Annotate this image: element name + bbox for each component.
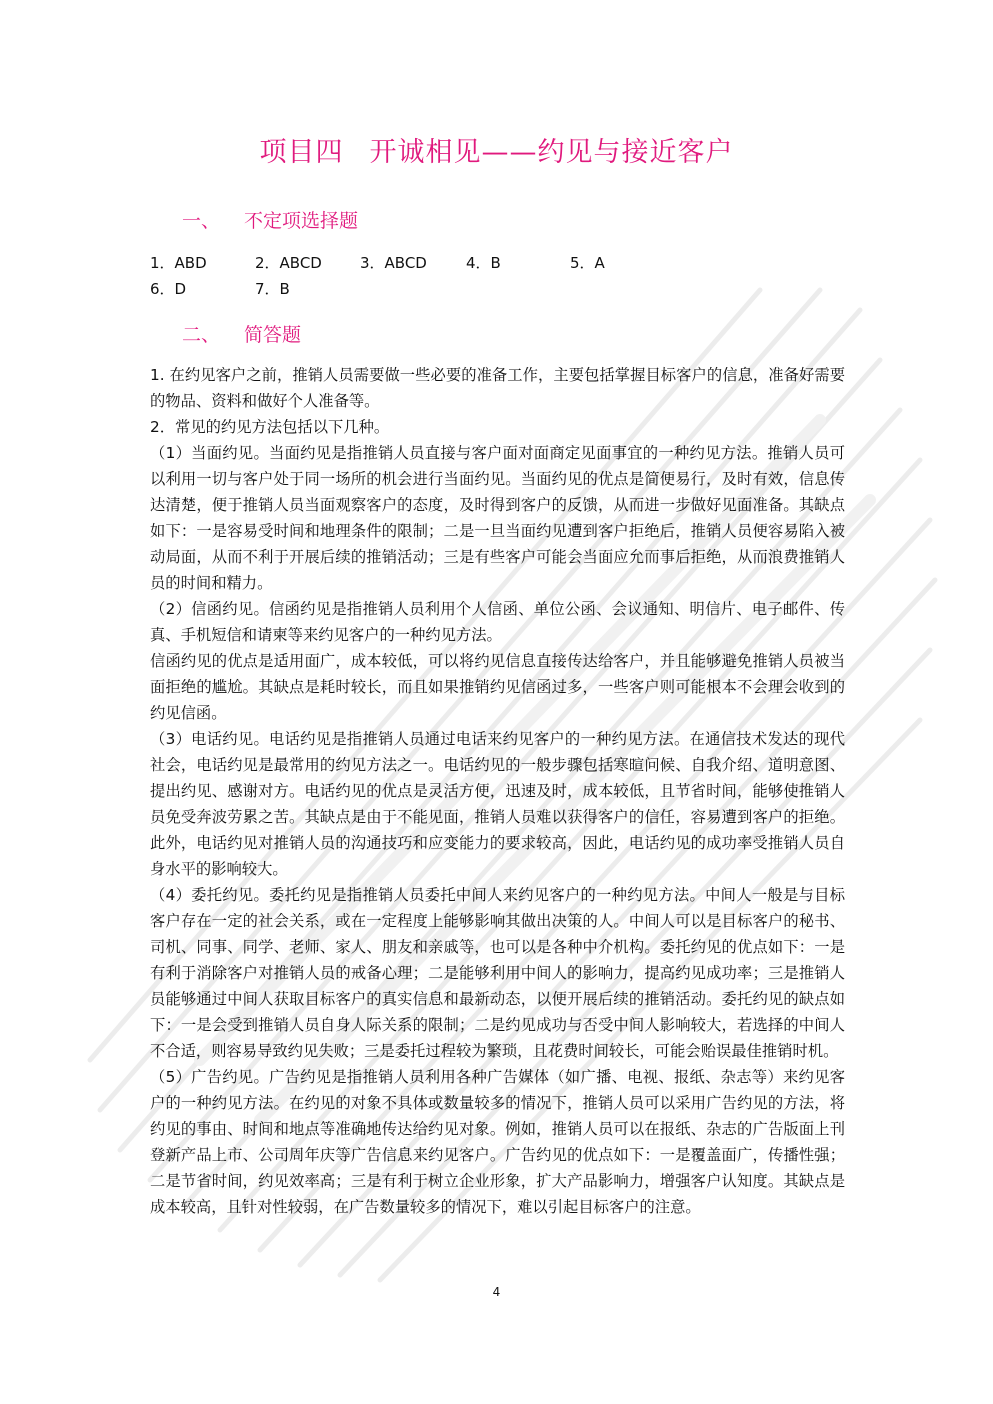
answer-item: 1．ABD <box>150 254 207 272</box>
paragraph: （2）信函约见。信函约见是指推销人员利用个人信函、单位公函、会议通知、明信片、电子邮件、传真、手机短信和请柬等来约见客户的一种约见方法。 <box>150 600 845 644</box>
page-title <box>0 130 993 169</box>
answer-item: 2．ABCD <box>255 254 322 272</box>
paragraph: 2．常见的约见方法包括以下几种。 <box>150 418 390 436</box>
title-part-2: 开诚相见——约见与接近客户 <box>369 137 734 168</box>
paragraph: （5）广告约见。广告约见是指推销人员利用各种广告媒体（如广播、电视、报纸、杂志等）来约见客户的一种约见方法。在约见的对象不具体或数量较多的情况下，推销人员可以采用广告约见的方法，将约见的事由、时间和地点等准确地传达给约见对象。例如，推销人员可以在报纸、杂志的广告版面上刊登新产品上市、公司周年庆等广告信息来约见客户。广告约见的优点如下：一是覆盖面广，传播性强；二是节省时间，约见效率高；三是有利于树立企业形象，扩大产品影响力，增强客户认知度。其缺点是成本较高，且针对性较弱，在广告数量较多的情况下，难以引起目标客户的注意。 <box>150 1068 845 1216</box>
paragraph: 信函约见的优点是适用面广，成本较低，可以将约见信息直接传达给客户，并且能够避免推销人员被当面拒绝的尴尬。其缺点是耗时较长，而且如果推销约见信函过多，一些客户则可能根本不会理会收到的约见信函。 <box>150 652 845 722</box>
body-text <box>150 362 845 1220</box>
answer-item: 6．D <box>150 280 187 298</box>
section-label: 简答题 <box>244 324 302 346</box>
page-number: 4 <box>492 1285 501 1299</box>
section-heading-choice <box>182 206 358 233</box>
answer-item: 4．B <box>466 254 501 272</box>
answer-item: 7．B <box>255 280 290 298</box>
answer-item: 3．ABCD <box>360 254 427 272</box>
title-part-1: 项目四 <box>259 137 344 168</box>
section-number: 二、 <box>182 324 221 346</box>
section-label: 不定项选择题 <box>244 210 359 232</box>
paragraph: 1. 在约见客户之前，推销人员需要做一些必要的准备工作，主要包括掌握目标客户的信息，准备好需要的物品、资料和做好个人准备等。 <box>150 366 845 410</box>
answer-item: 5．A <box>570 254 605 272</box>
paragraph: （1）当面约见。当面约见是指推销人员直接与客户面对面商定见面事宜的一种约见方法。推销人员可以利用一切与客户处于同一场所的机会进行当面约见。当面约见的优点是简便易行，及时有效，信息传达清楚，便于推销人员当面观察客户的态度，及时得到客户的反馈，从而进一步做好见面准备。其缺点如下：一是容易受时间和地理条件的限制；二是一旦当面约见遭到客户拒绝后，推销人员便容易陷入被动局面，从而不利于开展后续的推销活动；三是有些客户可能会当面应允而事后拒绝，从而浪费推销人员的时间和精力。 <box>150 444 845 592</box>
paragraph: （3）电话约见。电话约见是指推销人员通过电话来约见客户的一种约见方法。在通信技术发达的现代社会，电话约见是最常用的约见方法之一。电话约见的一般步骤包括寒暄问候、自我介绍、道明意图、提出约见、感谢对方。电话约见的优点是灵活方便，迅速及时，成本较低，且节省时间，能够使推销人员免受奔波劳累之苦。其缺点是由于不能见面，推销人员难以获得客户的信任，容易遭到客户的拒绝。此外，电话约见对推销人员的沟通技巧和应变能力的要求较高，因此，电话约见的成功率受推销人员自身水平的影响较大。 <box>150 730 845 878</box>
section-heading-short-answer <box>182 320 301 347</box>
paragraph: （4）委托约见。委托约见是指推销人员委托中间人来约见客户的一种约见方法。中间人一般是与目标客户存在一定的社会关系，或在一定程度上能够影响其做出决策的人。中间人可以是目标客户的秘书、司机、同事、同学、老师、家人、朋友和亲戚等，也可以是各种中介机构。委托约见的优点如下：一是有利于消除客户对推销人员的戒备心理；二是能够利用中间人的影响力，提高约见成功率；三是推销人员能够通过中间人获取目标客户的真实信息和最新动态，以便开展后续的推销活动。委托约见的缺点如下：一是会受到推销人员自身人际关系的限制；二是约见成功与否受中间人影响较大，若选择的中间人不合适，则容易导致约见失败；三是委托过程较为繁琐，且花费时间较长，可能会贻误最佳推销时机。 <box>150 886 845 1060</box>
section-number: 一、 <box>182 210 221 232</box>
